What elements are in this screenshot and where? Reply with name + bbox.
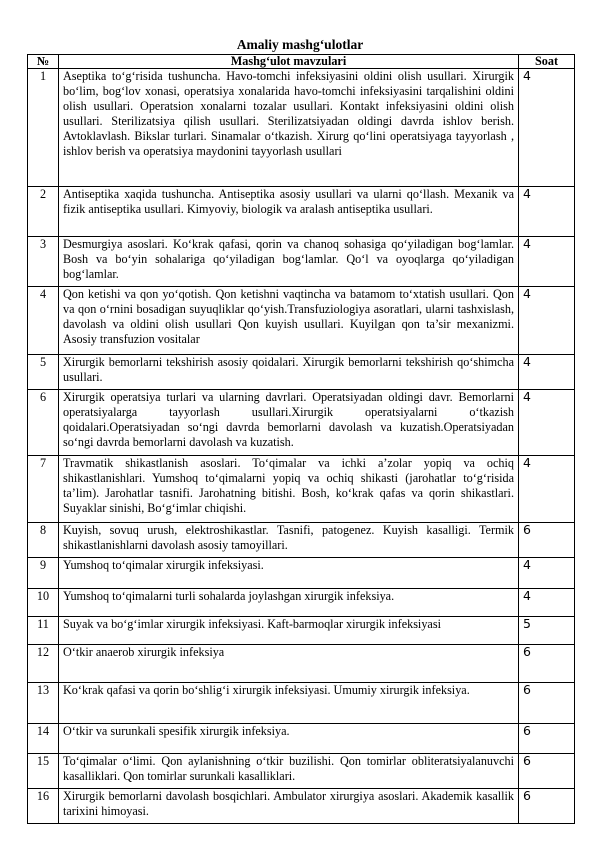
row-number: 1	[28, 69, 59, 187]
row-topic: Xirurgik operatsiya turlari va ularning davrlari. Operatsiyadan oldingi davr. Bemorlarni operatsiyalarga tayyorlash usullari.Xirurgik operatsiyalarni o‘tkazish qoidalari.Operatsiyadan so‘ngi davrda bemorlarni davolash va kuzatish.Operatsiyadan so‘ngi davrda bemorlarni davolash va kuzatish.	[59, 390, 519, 456]
row-number: 15	[28, 754, 59, 789]
row-number: 16	[28, 789, 59, 824]
row-number: 9	[28, 558, 59, 589]
header-topics: Mashg‘ulot mavzulari	[59, 55, 519, 69]
table-row	[28, 558, 575, 589]
row-number: 7	[28, 456, 59, 523]
document-title: Amaliy mashg‘ulotlar	[236, 37, 364, 52]
table-row	[28, 287, 575, 355]
row-topic: Yumshoq to‘qimalar xirurgik infeksiyasi.	[59, 558, 519, 589]
row-hours: 4	[519, 237, 575, 287]
table-row	[28, 390, 575, 456]
row-topic: Suyak va bo‘g‘imlar xirurgik infeksiyasi. Kaft-barmoqlar xirurgik infeksiyasi	[59, 617, 519, 645]
table-row	[28, 789, 575, 824]
row-topic: Ko‘krak qafasi va qorin bo‘shlig‘i xirurgik infeksiyasi. Umumiy xirurgik infeksiya.	[59, 683, 519, 724]
table-header-row	[28, 55, 575, 69]
row-hours: 4	[519, 589, 575, 617]
row-topic: Aseptika to‘g‘risida tushuncha. Havo-tomchi infeksiyasini oldini olish usullari. Xirurgik bo‘lim, bog‘lov xonasi, operatsiya xonalarida havo-tomchi infeksiyasini tarqalishini oldini olish usullari. Operatsion xonalarni tozalar usullari. Kontakt infeksiyasini oldini olish usullari. Sterilizatsiya qilish usullari. Sterilizatsiyadan oldingi davrda ishlov berish. Avtoklavlash. Bikslar turlari. Sinamalar o‘tkazish. Xirurg qo‘lini operatsiyaga tayyorlash , ishlov berish va operatsiya maydonini tayyorlash usullari	[59, 69, 519, 187]
row-topic: Xirurgik bemorlarni tekshirish asosiy qoidalari. Xirurgik bemorlarni tekshirish qo‘shimcha usullari.	[59, 355, 519, 390]
table-row	[28, 69, 575, 187]
row-topic: Yumshoq to‘qimalarni turli sohalarda joylashgan xirurgik infeksiya.	[59, 589, 519, 617]
table-row	[28, 683, 575, 724]
row-hours: 6	[519, 683, 575, 724]
row-number: 5	[28, 355, 59, 390]
row-number: 6	[28, 390, 59, 456]
row-hours: 4	[519, 187, 575, 237]
row-topic: Travmatik shikastlanish asoslari. To‘qimalar va ichki a’zolar yopiq va ochiq shikastlanishlari. Yumshoq to‘qimalarni yopiq va ochiq shikasti (jarohatlar to‘g‘risida ta’lim). Jarohatlar tasnifi. Jarohatning bitishi. Bosh, ko‘krak qafas va qorin shikastlari. Suyaklar sinishi, Bo‘g‘imlar chiqishi.	[59, 456, 519, 523]
row-hours: 4	[519, 390, 575, 456]
row-number: 4	[28, 287, 59, 355]
row-hours: 4	[519, 355, 575, 390]
table-row	[28, 617, 575, 645]
row-number: 10	[28, 589, 59, 617]
row-topic: To‘qimalar o‘limi. Qon aylanishning o‘tkir buzilishi. Qon tomirlar obliteratsiyalanuvchi kasalliklari. Qon tomirlar surunkali kasalliklari.	[59, 754, 519, 789]
row-number: 13	[28, 683, 59, 724]
row-number: 14	[28, 724, 59, 754]
table-row	[28, 523, 575, 558]
header-number: №	[28, 55, 59, 69]
header-hours: Soat	[519, 55, 575, 69]
row-topic: O‘tkir anaerob xirurgik infeksiya	[59, 645, 519, 683]
table-row	[28, 456, 575, 523]
row-number: 8	[28, 523, 59, 558]
table-row	[28, 589, 575, 617]
row-hours: 6	[519, 645, 575, 683]
row-hours: 4	[519, 456, 575, 523]
table-row	[28, 237, 575, 287]
table-row	[28, 355, 575, 390]
row-number: 2	[28, 187, 59, 237]
row-topic: Kuyish, sovuq urush, elektroshikastlar. Tasnifi, patogenez. Kuyish kasalligi. Termik shikastlanishlarni davolash asosiy tamoyillari.	[59, 523, 519, 558]
row-hours: 6	[519, 724, 575, 754]
row-number: 11	[28, 617, 59, 645]
row-hours: 6	[519, 754, 575, 789]
table-row	[28, 187, 575, 237]
table-row	[28, 754, 575, 789]
lessons-table	[27, 54, 575, 824]
row-hours: 5	[519, 617, 575, 645]
row-hours: 6	[519, 523, 575, 558]
row-topic: O‘tkir va surunkali spesifik xirurgik infeksiya.	[59, 724, 519, 754]
row-topic: Qon ketishi va qon yo‘qotish. Qon ketishni vaqtincha va batamom to‘xtatish usullari. Qon va qon o‘rnini bosadigan suyuqliklar qo‘yish.Transfuziologiya asoratlari, ularni tashxislash, davolash va oldini olish usullari Qon kuyish usullari. Kuyilgan qon ta’sir mexanizmi. Asosiy transfuzion vositalar	[59, 287, 519, 355]
row-hours: 4	[519, 558, 575, 589]
row-hours: 4	[519, 69, 575, 187]
row-number: 3	[28, 237, 59, 287]
table-row	[28, 645, 575, 683]
table-row	[28, 724, 575, 754]
row-number: 12	[28, 645, 59, 683]
row-topic: Xirurgik bemorlarni davolash bosqichlari. Ambulator xirurgiya asoslari. Akademik kasallik tarixini himoyasi.	[59, 789, 519, 824]
row-topic: Desmurgiya asoslari. Ko‘krak qafasi, qorin va chanoq sohasiga qo‘yiladigan bog‘lamlar. Bosh va bo‘yin sohalariga qo‘yiladigan bog‘lamlar. Qo‘l va oyoqlarga qo‘yiladigan bog‘lamlar.	[59, 237, 519, 287]
row-hours: 6	[519, 789, 575, 824]
row-hours: 4	[519, 287, 575, 355]
row-topic: Antiseptika xaqida tushuncha. Antiseptika asosiy usullari va ularni qo‘llash. Mexanik va fizik antiseptika usullari. Kimyoviy, biologik va aralash antiseptika usullari.	[59, 187, 519, 237]
